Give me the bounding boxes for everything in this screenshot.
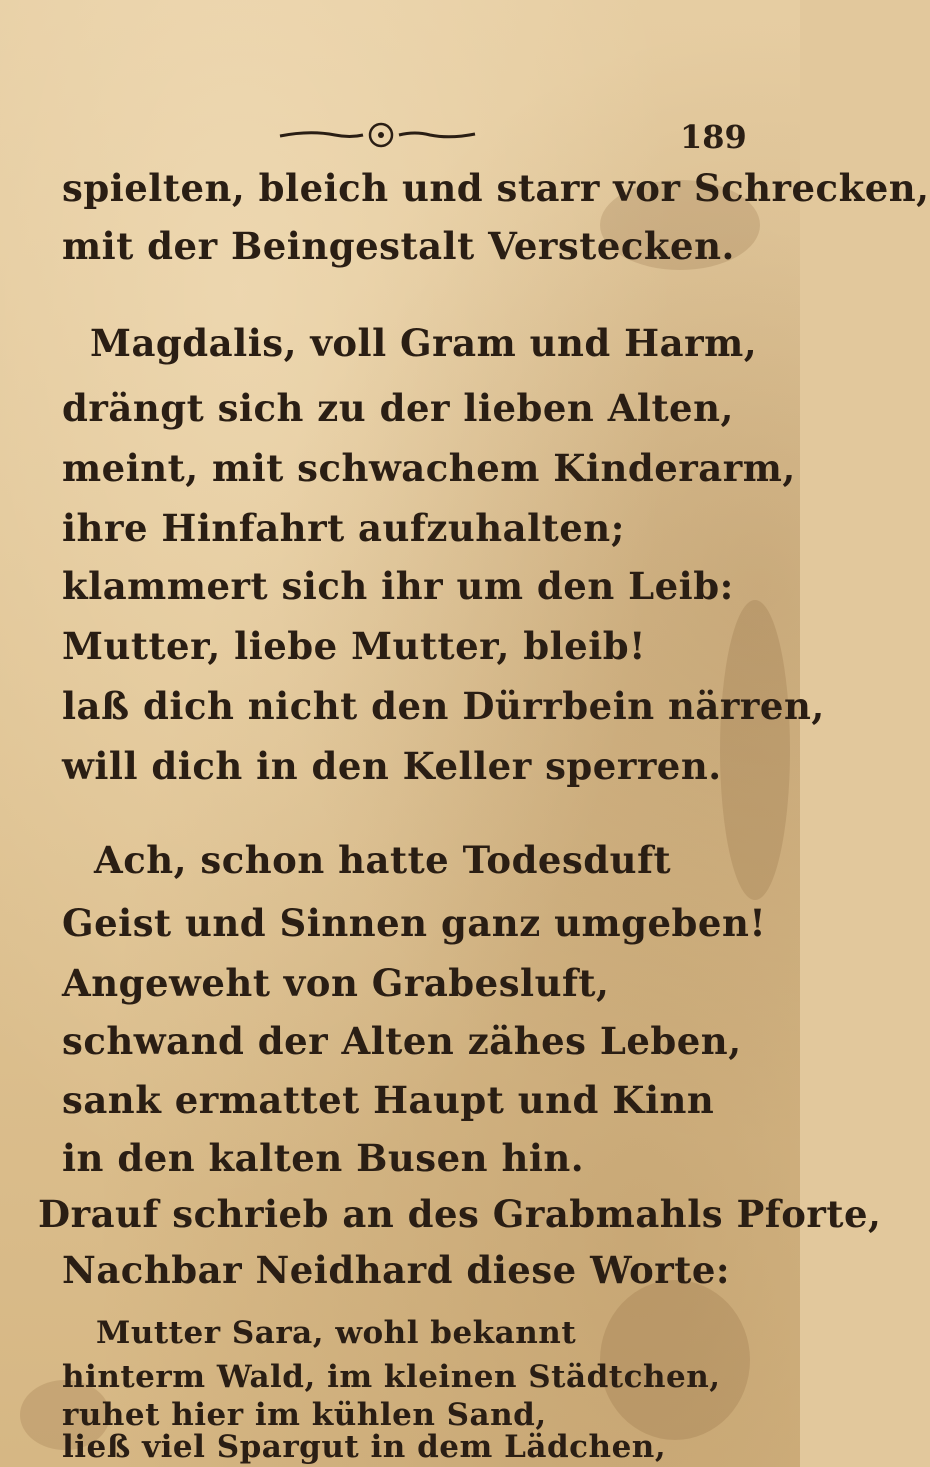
verse-line: mit der Beingestalt Verstecken.: [62, 224, 735, 268]
header-ornament: [275, 118, 490, 154]
page-number: 189: [680, 118, 747, 156]
verse-line: in den kalten Busen hin.: [62, 1136, 585, 1180]
verse-line: ihre Hinfahrt aufzuhalten;: [62, 506, 625, 550]
verse-line: Magdalis, voll Gram und Harm,: [90, 321, 758, 365]
verse-line: meint, mit schwachem Kinderarm,: [62, 446, 796, 490]
verse-line: will dich in den Keller sperren.: [62, 744, 722, 788]
verse-line: sank ermattet Haupt und Kinn: [62, 1078, 715, 1122]
paper-stain: [720, 600, 790, 900]
verse-line: Angeweht von Grabesluft,: [62, 961, 610, 1005]
verse-line: Mutter Sara, wohl bekannt: [96, 1315, 577, 1351]
verse-line: Geist und Sinnen ganz umgeben!: [62, 901, 767, 945]
verse-line: ließ viel Spargut in dem Lädchen,: [62, 1429, 667, 1465]
verse-line: Ach, schon hatte Todesduft: [94, 838, 672, 882]
verse-line: hinterm Wald, im kleinen Städtchen,: [62, 1359, 721, 1395]
verse-line: schwand der Alten zähes Leben,: [62, 1019, 742, 1063]
verse-line: Nachbar Neidhard diese Worte:: [62, 1248, 731, 1292]
verse-line: ruhet hier im kühlen Sand,: [62, 1397, 547, 1433]
verse-line: Mutter, liebe Mutter, bleib!: [62, 624, 646, 668]
verse-line: drängt sich zu der lieben Alten,: [62, 386, 734, 430]
verse-line: laß dich nicht den Dürrbein närren,: [62, 684, 825, 728]
verse-line: spielten, bleich und starr vor Schrecken,: [62, 166, 930, 210]
verse-line: Drauf schrieb an des Grabmahls Pforte,: [38, 1192, 882, 1236]
verse-line: klammert sich ihr um den Leib:: [62, 564, 734, 608]
